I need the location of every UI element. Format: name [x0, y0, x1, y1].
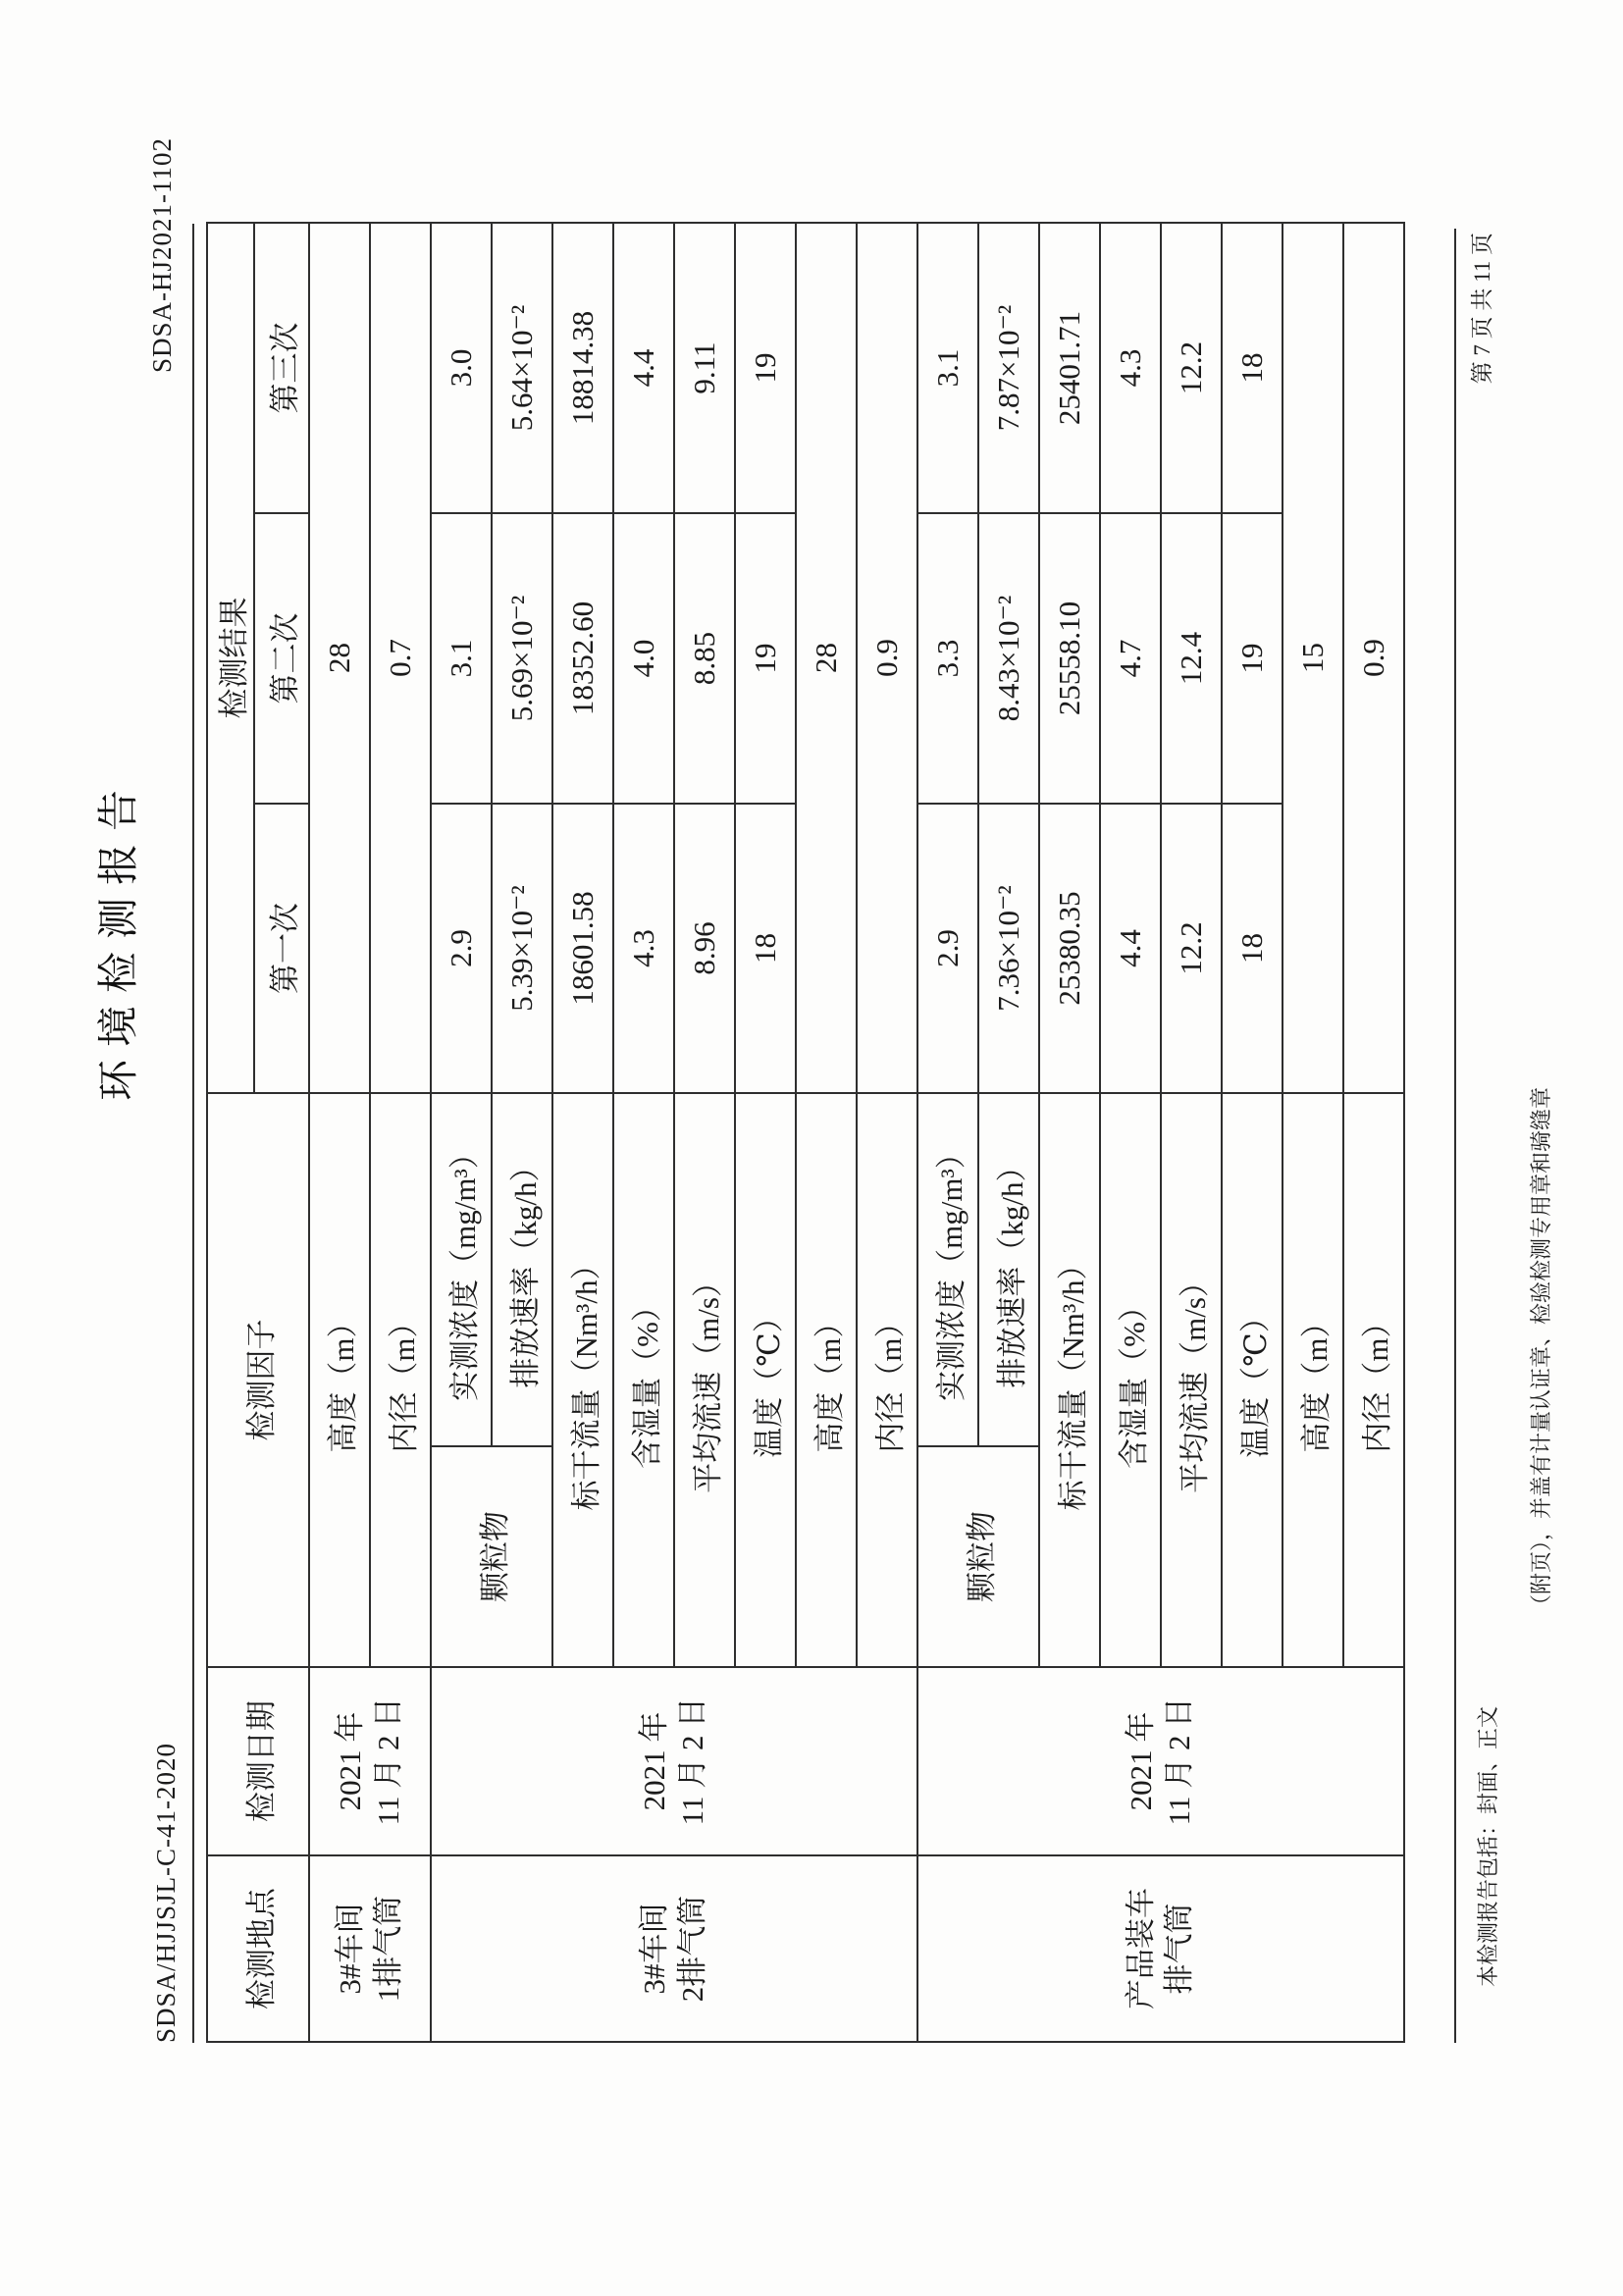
value-cell: 5.64×10⁻²: [492, 223, 552, 513]
factor-cell: 含湿量（%）: [613, 1093, 674, 1667]
value-cell: 18: [735, 804, 796, 1093]
factor-cell: 平均流速（m/s）: [674, 1093, 735, 1667]
factor-cell: 温度（℃）: [1222, 1093, 1283, 1667]
value-cell: 4.3: [613, 804, 674, 1093]
merged-value-cell: 0.9: [857, 223, 917, 1093]
value-cell: 4.3: [1100, 223, 1161, 513]
footer-rule: [1454, 229, 1456, 2043]
factor-cell: 标干流量（Nm³/h）: [552, 1093, 613, 1667]
value-cell: 7.87×10⁻²: [978, 223, 1039, 513]
value-cell: 2.9: [431, 804, 492, 1093]
value-cell: 25558.10: [1039, 513, 1100, 804]
table-row: [431, 223, 492, 2042]
value-cell: 4.0: [613, 513, 674, 804]
value-cell: 18: [1222, 804, 1283, 1093]
value-cell: 4.7: [1100, 513, 1161, 804]
page-number: 第 7 页 共 11 页: [1470, 233, 1494, 385]
table-header-row: [207, 223, 254, 2042]
location-line: 2排气筒: [675, 1895, 709, 2003]
date-line: 2021 年: [1124, 1711, 1159, 1811]
table-row: [917, 223, 978, 2042]
factor-cell: 高度（m）: [309, 1093, 370, 1667]
value-cell: 8.85: [674, 513, 735, 804]
factor-cell: 内径（m）: [1343, 1093, 1404, 1667]
value-cell: 19: [1222, 513, 1283, 804]
value-cell: 9.11: [674, 223, 735, 513]
factor-cell: 内径（m）: [857, 1093, 917, 1667]
value-cell: 3.3: [917, 513, 978, 804]
value-cell: 4.4: [1100, 804, 1161, 1093]
header-rule: [192, 224, 194, 2043]
value-cell: 12.4: [1161, 513, 1222, 804]
particulate-group-cell: 颗粒物: [917, 1446, 1039, 1667]
location-cell: [431, 1855, 917, 2042]
value-cell: 5.39×10⁻²: [492, 804, 552, 1093]
location-line: 3#车间: [333, 1903, 368, 1995]
date-cell: [917, 1667, 1404, 1855]
footer-note-line1: 本检测报告包括：封面、正文: [1476, 1705, 1500, 1987]
header-cell-date: 检测日期: [207, 1667, 309, 1855]
factor-cell: 高度（m）: [1283, 1093, 1343, 1667]
date-cell: [431, 1667, 917, 1855]
table-row: [309, 223, 370, 2042]
factor-cell: 高度（m）: [796, 1093, 857, 1667]
factor-cell: 含湿量（%）: [1100, 1093, 1161, 1667]
header-cell-run3: 第三次: [254, 223, 309, 513]
factor-cell: 实测浓度（mg/m³）: [431, 1093, 492, 1446]
footer-note-line2: （附页），并盖有计量认证章、检验检测专用章和骑缝章: [1529, 1086, 1553, 1616]
value-cell: 7.36×10⁻²: [978, 804, 1039, 1093]
value-cell: 3.0: [431, 223, 492, 513]
header-cell-location: 检测地点: [207, 1855, 309, 2042]
location-line: 1排气筒: [371, 1895, 405, 2003]
date-line: 2021 年: [333, 1711, 368, 1811]
location-cell: [309, 1855, 431, 2042]
date-line: 11 月 2 日: [371, 1696, 405, 1826]
factor-cell: 实测浓度（mg/m³）: [917, 1093, 978, 1446]
date-cell: [309, 1667, 431, 1855]
factor-cell: 标干流量（Nm³/h）: [1039, 1093, 1100, 1667]
header-cell-factor: 检测因子: [207, 1093, 309, 1667]
value-cell: 8.96: [674, 804, 735, 1093]
value-cell: 12.2: [1161, 804, 1222, 1093]
location-line: 产品装车: [1124, 1888, 1159, 2009]
page-title: 环境检测报告: [97, 776, 142, 1101]
report-code: SDSA-HJ2021-1102: [147, 137, 177, 374]
value-cell: 25380.35: [1039, 804, 1100, 1093]
value-cell: 5.69×10⁻²: [492, 513, 552, 804]
merged-value-cell: 0.7: [370, 223, 431, 1093]
location-line: 3#车间: [637, 1903, 672, 1995]
date-line: 11 月 2 日: [1162, 1696, 1196, 1826]
value-cell: 2.9: [917, 804, 978, 1093]
location-cell: [917, 1855, 1404, 2042]
header-cell-run1: 第一次: [254, 804, 309, 1093]
value-cell: 18814.38: [552, 223, 613, 513]
value-cell: 12.2: [1161, 223, 1222, 513]
value-cell: 18352.60: [552, 513, 613, 804]
header-cell-result: 检测结果: [207, 223, 254, 1093]
location-line: 排气筒: [1162, 1903, 1196, 1995]
factor-cell: 排放速率（kg/h）: [492, 1093, 552, 1446]
merged-value-cell: 15: [1283, 223, 1343, 1093]
results-table: [206, 222, 1405, 2043]
merged-value-cell: 28: [309, 223, 370, 1093]
factor-cell: 温度（℃）: [735, 1093, 796, 1667]
value-cell: 25401.71: [1039, 223, 1100, 513]
date-line: 2021 年: [637, 1711, 672, 1811]
factor-cell: 排放速率（kg/h）: [978, 1093, 1039, 1446]
merged-value-cell: 0.9: [1343, 223, 1404, 1093]
value-cell: 4.4: [613, 223, 674, 513]
value-cell: 19: [735, 513, 796, 804]
value-cell: 3.1: [917, 223, 978, 513]
factor-cell: 内径（m）: [370, 1093, 431, 1667]
value-cell: 19: [735, 223, 796, 513]
value-cell: 18601.58: [552, 804, 613, 1093]
date-line: 11 月 2 日: [675, 1696, 709, 1826]
value-cell: 8.43×10⁻²: [978, 513, 1039, 804]
header-cell-run2: 第二次: [254, 513, 309, 804]
particulate-group-cell: 颗粒物: [431, 1446, 552, 1667]
value-cell: 18: [1222, 223, 1283, 513]
value-cell: 3.1: [431, 513, 492, 804]
standard-code: SDSA/HJJSJL-C-41-2020: [151, 1742, 181, 2043]
merged-value-cell: 28: [796, 223, 857, 1093]
factor-cell: 平均流速（m/s）: [1161, 1093, 1222, 1667]
